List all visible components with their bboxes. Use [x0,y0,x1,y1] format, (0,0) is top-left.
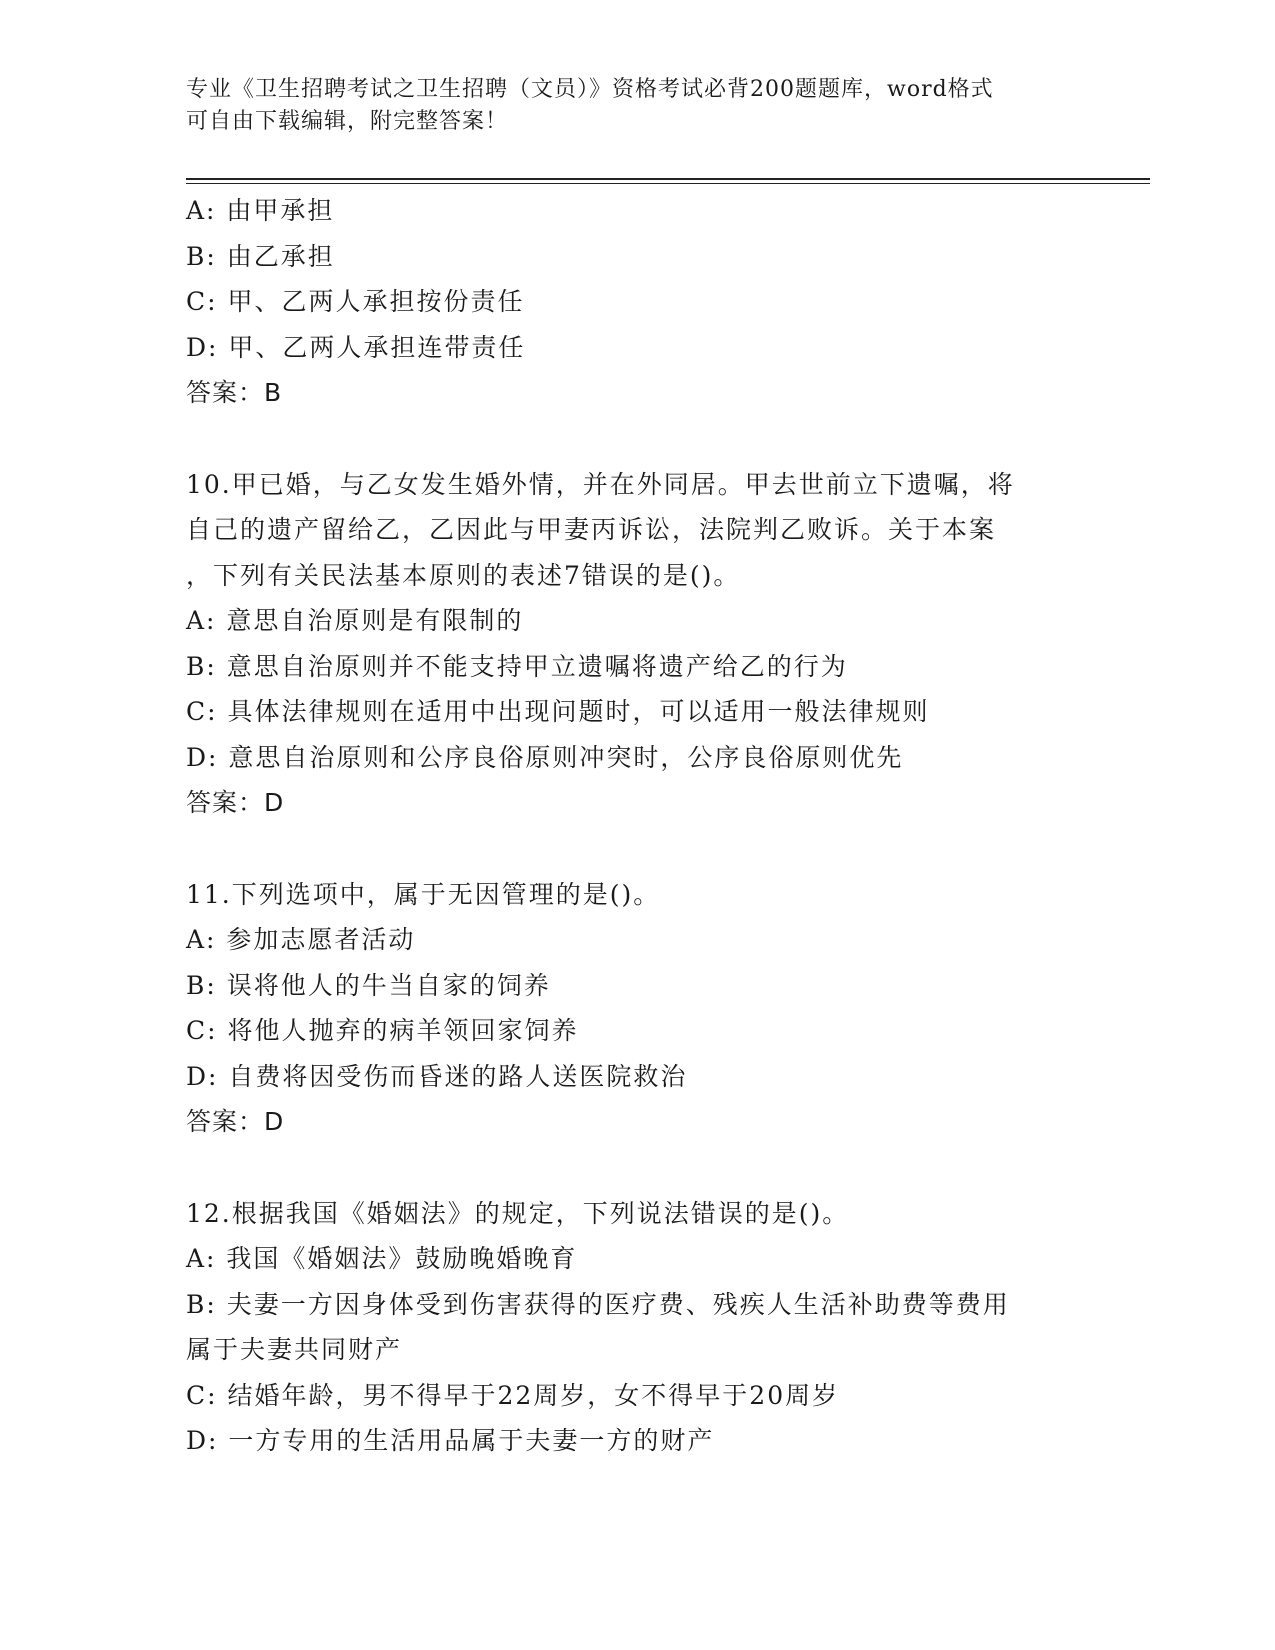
header-line-2: 可自由下载编辑，附完整答案！ [186,109,509,134]
answer: 答案：B [186,378,283,407]
option-d: D: 意思自治原则和公序良俗原则冲突时，公序良俗原则优先 [186,742,904,772]
option-a: A: 由甲承担 [186,196,335,225]
option-a: A: 我国《婚姻法》鼓励晚婚晚育 [186,1244,578,1273]
option-d: D: 甲、乙两人承担连带责任 [186,332,526,362]
option-c: C: 具体法律规则在适用中出现问题时，可以适用一般法律规则 [186,697,930,726]
option-b: B: 由乙承担 [186,241,335,271]
question-9 [186,188,1086,416]
question-10 [186,462,1086,826]
option-c: C: 甲、乙两人承担按份责任 [186,287,525,316]
option-c: C: 结婚年龄，男不得早于22周岁，女不得早于20周岁 [186,1380,840,1410]
question-stem-line: 12.根据我国《婚姻法》的规定，下列说法错误的是()。 [186,1198,850,1228]
option-b-continued: 属于夫妻共同财产 [186,1335,403,1364]
header-divider-thick [186,178,1150,180]
document-header [186,74,1066,138]
option-b: B: 误将他人的牛当自家的饲养 [186,970,551,1000]
option-d: D: 自费将因受伤而昏迷的路人送医院救治 [186,1061,688,1091]
question-11 [186,872,1086,1145]
option-d: D: 一方专用的生活用品属于夫妻一方的财产 [186,1426,715,1455]
question-12 [186,1191,1086,1464]
answer: 答案：D [186,1107,285,1136]
option-a: A: 参加志愿者活动 [186,925,416,954]
answer: 答案：D [186,788,285,817]
option-b: B: 意思自治原则并不能支持甲立遗嘱将遗产给乙的行为 [186,651,848,681]
question-stem-line: 自己的遗产留给乙，乙因此与甲妻丙诉讼，法院判乙败诉。关于本案 [186,515,997,544]
question-stem-line: 11.下列选项中，属于无因管理的是()。 [186,879,661,909]
question-content [186,188,1086,1464]
option-c: C: 将他人抛弃的病羊领回家饲养 [186,1016,579,1045]
question-stem-line: 10.甲已婚，与乙女发生婚外情，并在外同居。甲去世前立下遗嘱，将 [186,469,1015,499]
option-b: B: 夫妻一方因身体受到伤害获得的医疗费、残疾人生活补助费等费用 [186,1289,1010,1319]
header-line-1: 专业《卫生招聘考试之卫生招聘（文员）》资格考试必背200题题库，word格式 [186,77,994,102]
question-stem-line: ，下列有关民法基本原则的表述7错误的是()。 [186,560,741,590]
option-a: A: 意思自治原则是有限制的 [186,606,524,635]
header-divider-thin [186,183,1150,184]
